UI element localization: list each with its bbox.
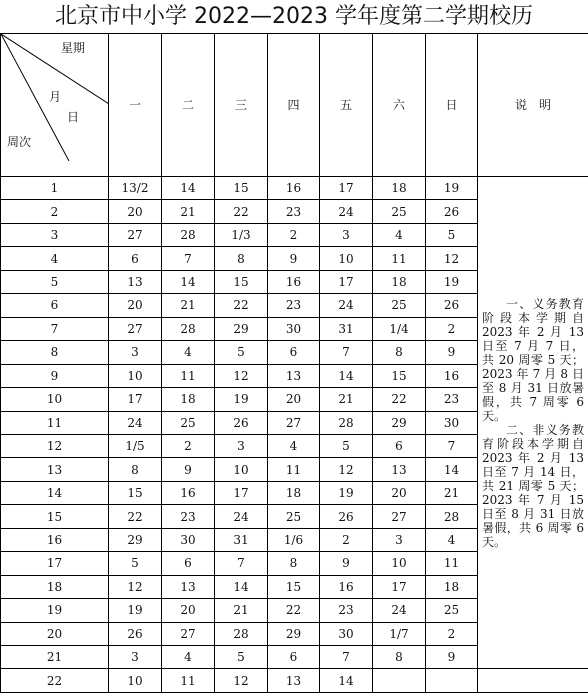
date-cell: 13 [268,669,320,693]
date-cell: 15 [373,364,426,387]
date-cell: 7 [162,247,215,270]
date-cell: 10 [109,669,162,693]
week-number-label: 周次 [7,135,32,149]
date-cell: 26 [320,505,373,528]
date-cell: 25 [162,411,215,434]
date-cell: 14 [426,458,478,481]
date-cell: 6 [373,434,426,457]
date-cell: 18 [268,481,320,504]
date-cell: 29 [109,528,162,551]
week-number: 17 [1,552,109,575]
date-cell: 24 [373,599,426,622]
date-cell: 3 [320,223,373,246]
date-cell: 20 [162,599,215,622]
date-cell: 28 [215,622,268,645]
date-cell: 11 [162,669,215,693]
date-cell [426,669,478,693]
week-number: 19 [1,599,109,622]
date-cell: 16 [162,481,215,504]
date-cell: 6 [268,341,320,364]
week-number: 7 [1,317,109,340]
date-cell: 8 [109,458,162,481]
week-number: 5 [1,270,109,293]
date-cell: 29 [215,317,268,340]
date-cell: 8 [373,646,426,669]
date-cell: 10 [373,552,426,575]
date-cell: 15 [215,270,268,293]
date-cell: 19 [426,270,478,293]
date-cell: 26 [215,411,268,434]
date-cell: 26 [426,200,478,223]
date-cell: 28 [162,223,215,246]
date-cell: 23 [426,388,478,411]
date-cell: 3 [109,341,162,364]
week-number: 21 [1,646,109,669]
date-cell: 2 [426,317,478,340]
day-header-thu: 四 [268,34,320,177]
date-cell: 22 [109,505,162,528]
day-header-wed: 三 [215,34,268,177]
date-cell: 27 [162,622,215,645]
table-row [1,669,588,693]
date-cell: 11 [426,552,478,575]
date-cell: 6 [162,552,215,575]
date-cell: 14 [320,669,373,693]
week-number: 20 [1,622,109,645]
date-cell: 17 [109,388,162,411]
date-cell: 25 [373,294,426,317]
date-cell: 12 [426,247,478,270]
date-cell: 19 [426,176,478,199]
date-cell: 25 [268,505,320,528]
date-cell: 21 [162,200,215,223]
date-cell: 21 [162,294,215,317]
date-cell: 21 [426,481,478,504]
day-header-fri: 五 [320,34,373,177]
week-number: 8 [1,341,109,364]
date-cell: 9 [320,552,373,575]
weekday-label: 星期 [61,41,86,55]
date-cell: 9 [426,646,478,669]
date-cell: 1/7 [373,622,426,645]
date-cell: 23 [268,294,320,317]
day-header-mon: 一 [109,34,162,177]
week-number: 14 [1,481,109,504]
date-cell: 1/3 [215,223,268,246]
date-cell: 13 [109,270,162,293]
date-cell: 8 [373,341,426,364]
date-cell: 11 [162,364,215,387]
date-cell: 30 [320,622,373,645]
date-cell: 4 [268,434,320,457]
date-cell: 23 [268,200,320,223]
date-cell: 20 [109,294,162,317]
date-cell: 10 [215,458,268,481]
date-cell: 2 [426,622,478,645]
date-cell: 7 [215,552,268,575]
date-cell: 6 [109,247,162,270]
date-cell: 22 [268,599,320,622]
date-cell: 12 [109,575,162,598]
date-cell: 18 [426,575,478,598]
date-cell: 5 [215,341,268,364]
note-paragraph: 二、非义务教育阶段本学期自 2023 年 2 月 13 日至 7 月 14 日，共 21 周零 5 天；2023 年 7 月 15 日至 8 月 31 日放暑假，共 6 周零 6 天。 [482,422,584,549]
date-cell: 28 [426,505,478,528]
date-cell: 13 [162,575,215,598]
month-label: 月 [49,90,62,104]
notes-cell-empty [478,669,588,693]
date-cell: 11 [268,458,320,481]
day-header-sat: 六 [373,34,426,177]
notes-header: 说 明 [478,34,588,177]
school-calendar-table [0,33,588,693]
date-cell: 16 [320,575,373,598]
date-cell: 5 [109,552,162,575]
week-number: 11 [1,411,109,434]
day-header-tue: 二 [162,34,215,177]
date-cell: 19 [109,599,162,622]
date-cell: 12 [320,458,373,481]
date-cell: 11 [373,247,426,270]
date-cell: 9 [268,247,320,270]
date-cell: 2 [162,434,215,457]
date-cell: 10 [320,247,373,270]
date-cell: 12 [215,364,268,387]
date-cell: 22 [215,200,268,223]
date-cell: 4 [426,528,478,551]
date-cell: 24 [320,294,373,317]
date-cell: 16 [426,364,478,387]
date-cell: 20 [268,388,320,411]
date-cell: 5 [215,646,268,669]
date-cell: 24 [215,505,268,528]
header-row [1,34,588,177]
date-cell: 6 [268,646,320,669]
week-number: 12 [1,434,109,457]
notes-cell [478,176,588,669]
date-cell: 20 [109,200,162,223]
date-cell: 15 [215,176,268,199]
date-cell: 22 [373,388,426,411]
date-cell: 24 [109,411,162,434]
date-cell: 29 [268,622,320,645]
week-number: 13 [1,458,109,481]
date-cell: 17 [373,575,426,598]
table-row [1,176,588,199]
date-cell: 4 [373,223,426,246]
week-number: 22 [1,669,109,693]
date-cell: 10 [109,364,162,387]
date-cell: 2 [268,223,320,246]
date-cell: 13 [268,364,320,387]
date-cell: 30 [268,317,320,340]
week-number: 2 [1,200,109,223]
date-cell: 7 [320,341,373,364]
date-cell: 7 [426,434,478,457]
date-cell: 3 [109,646,162,669]
date-cell: 20 [373,481,426,504]
week-number: 6 [1,294,109,317]
date-cell [373,669,426,693]
date-cell: 16 [268,176,320,199]
date-cell: 1/6 [268,528,320,551]
date-cell: 19 [215,388,268,411]
date-cell: 5 [426,223,478,246]
date-cell: 21 [320,388,373,411]
day-header-sun: 日 [426,34,478,177]
date-cell: 17 [320,270,373,293]
date-cell: 7 [320,646,373,669]
date-cell: 1/4 [373,317,426,340]
date-cell: 12 [215,669,268,693]
date-cell: 18 [373,270,426,293]
date-cell: 14 [320,364,373,387]
date-cell: 14 [162,270,215,293]
date-cell: 8 [268,552,320,575]
date-cell: 29 [373,411,426,434]
date-cell: 25 [426,599,478,622]
date-cell: 16 [268,270,320,293]
date-cell: 27 [373,505,426,528]
week-number: 4 [1,247,109,270]
date-cell: 30 [426,411,478,434]
date-cell: 14 [162,176,215,199]
week-number: 15 [1,505,109,528]
date-cell: 25 [373,200,426,223]
date-cell: 5 [320,434,373,457]
date-cell: 22 [215,294,268,317]
date-cell: 26 [426,294,478,317]
date-cell: 3 [373,528,426,551]
date-cell: 23 [162,505,215,528]
date-cell: 18 [162,388,215,411]
date-cell: 21 [215,599,268,622]
date-cell: 17 [320,176,373,199]
date-cell: 13/2 [109,176,162,199]
date-cell: 13 [373,458,426,481]
date-cell: 30 [162,528,215,551]
week-number: 3 [1,223,109,246]
date-cell: 2 [320,528,373,551]
date-cell: 28 [320,411,373,434]
date-cell: 31 [320,317,373,340]
date-cell: 14 [215,575,268,598]
note-paragraph: 一、义务教育阶段本学期自 2023 年 2 月 13 日至 7 月 7 日，共 20 周零 5 天；2023 年 7 月 8 日至 8 月 31 日放暑假，共 7 周零 6 天。 [482,296,584,423]
date-cell: 1/5 [109,434,162,457]
date-cell: 27 [109,223,162,246]
week-number: 16 [1,528,109,551]
date-cell: 4 [162,341,215,364]
date-cell: 9 [426,341,478,364]
date-cell: 28 [162,317,215,340]
date-cell: 18 [373,176,426,199]
date-cell: 23 [320,599,373,622]
diagonal-header-cell [1,34,109,177]
date-cell: 9 [162,458,215,481]
week-number: 18 [1,575,109,598]
date-cell: 19 [320,481,373,504]
date-cell: 31 [215,528,268,551]
date-cell: 3 [215,434,268,457]
date-cell: 26 [109,622,162,645]
date-cell: 8 [215,247,268,270]
page-title: 北京市中小学 2022—2023 学年度第二学期校历 [55,4,533,29]
date-cell: 15 [109,481,162,504]
week-number: 9 [1,364,109,387]
date-cell: 24 [320,200,373,223]
date-cell: 15 [268,575,320,598]
date-cell: 4 [162,646,215,669]
week-number: 1 [1,176,109,199]
week-number: 10 [1,388,109,411]
date-cell: 27 [268,411,320,434]
date-cell: 27 [109,317,162,340]
date-cell: 17 [215,481,268,504]
day-label: 日 [67,110,80,124]
